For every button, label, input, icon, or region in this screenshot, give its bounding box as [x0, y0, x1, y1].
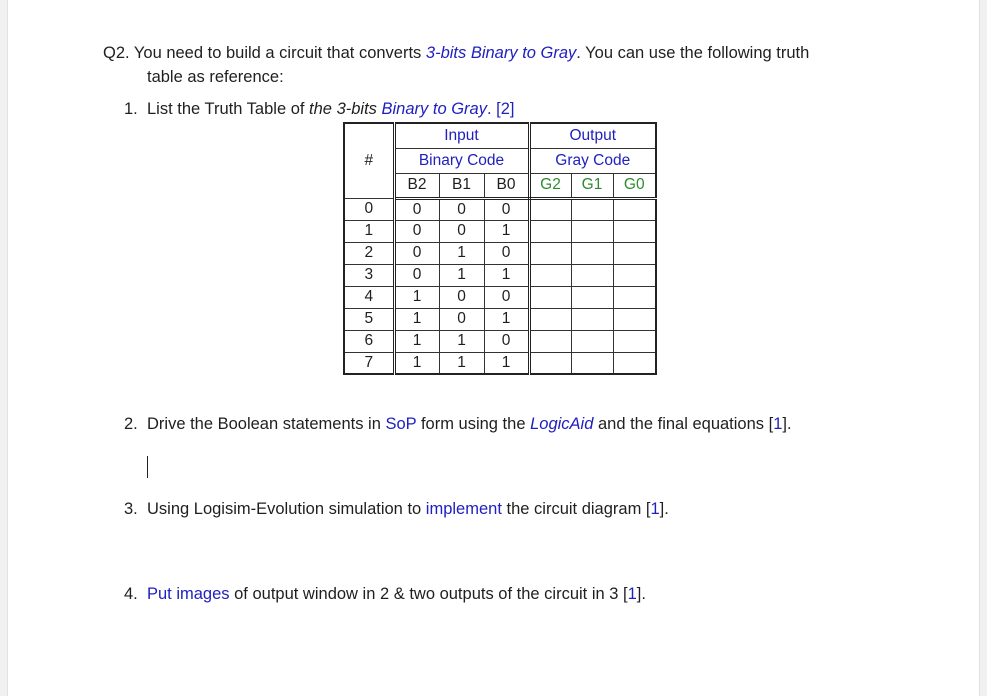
list-item-marks: 1 [650, 500, 660, 518]
list-item-text: List the Truth Table of [147, 100, 310, 118]
cell-b1: 1 [439, 264, 484, 286]
cell-g2[interactable] [529, 330, 571, 352]
table-col-g1: G1 [571, 173, 613, 198]
cell-b0: 0 [484, 198, 529, 220]
table-col-b1: B1 [439, 173, 484, 198]
table-row [344, 264, 656, 286]
list-item-highlight: implement [425, 500, 502, 518]
list-item-text: of output window in 2 & two outputs of the circuit in 3 [ [229, 585, 628, 603]
cell-g0[interactable] [613, 330, 656, 352]
row-index: 4 [344, 286, 394, 308]
cell-b2: 0 [394, 264, 439, 286]
text-cursor [147, 456, 148, 478]
cell-g2[interactable] [529, 264, 571, 286]
cell-b2: 1 [394, 308, 439, 330]
cell-g2[interactable] [529, 242, 571, 264]
cell-b1: 0 [439, 286, 484, 308]
cell-g2[interactable] [529, 352, 571, 374]
list-item-marks: . [2] [486, 100, 515, 118]
table-row [344, 330, 656, 352]
cell-g0[interactable] [613, 264, 656, 286]
list-item-text: ]. [636, 585, 646, 603]
cell-g1[interactable] [571, 198, 613, 220]
table-col-g2: G2 [529, 173, 571, 198]
table-header-input: Input [394, 123, 529, 148]
cell-g2[interactable] [529, 308, 571, 330]
list-item-text: form using the [416, 415, 531, 433]
cell-g1[interactable] [571, 220, 613, 242]
table-col-b2: B2 [394, 173, 439, 198]
list-item-text: the circuit diagram [ [501, 500, 651, 518]
truth-table [343, 122, 657, 375]
list-item-number: 1. [124, 100, 138, 118]
question-line-1 [103, 44, 809, 63]
cell-b0: 0 [484, 330, 529, 352]
cell-g0[interactable] [613, 220, 656, 242]
cell-b2: 1 [394, 352, 439, 374]
row-index: 2 [344, 242, 394, 264]
list-item-highlight: Binary to Gray [381, 100, 487, 118]
table-header-hash: # [344, 123, 394, 198]
cell-g1[interactable] [571, 308, 613, 330]
row-index: 5 [344, 308, 394, 330]
list-item-2 [124, 415, 792, 434]
list-item-highlight: LogicAid [530, 415, 594, 433]
list-item-text-italic: the 3-bits [309, 100, 382, 118]
table-header-binary-code: Binary Code [394, 148, 529, 173]
cell-g1[interactable] [571, 352, 613, 374]
list-item-highlight: SoP [385, 415, 417, 433]
cell-g1[interactable] [571, 242, 613, 264]
table-row [344, 352, 656, 374]
list-item-number: 3. [124, 500, 138, 518]
list-item-text: Using Logisim-Evolution simulation to [147, 500, 426, 518]
list-item-number: 2. [124, 415, 138, 433]
cell-b1: 1 [439, 352, 484, 374]
cell-b1: 0 [439, 220, 484, 242]
question-number: Q2. [103, 44, 130, 62]
cell-b1: 0 [439, 308, 484, 330]
cell-g0[interactable] [613, 308, 656, 330]
list-item-3 [124, 500, 669, 519]
question-text-before: You need to build a circuit that converts [133, 44, 426, 62]
list-item-marks: 1 [773, 415, 783, 433]
table-row [344, 308, 656, 330]
cell-b1: 1 [439, 330, 484, 352]
cell-g2[interactable] [529, 286, 571, 308]
cell-g1[interactable] [571, 264, 613, 286]
cell-b2: 1 [394, 330, 439, 352]
list-item-text: and the final equations [ [593, 415, 774, 433]
row-index: 0 [344, 198, 394, 220]
cell-g0[interactable] [613, 352, 656, 374]
cell-g0[interactable] [613, 198, 656, 220]
cell-b0: 0 [484, 286, 529, 308]
row-index: 6 [344, 330, 394, 352]
cell-b1: 1 [439, 242, 484, 264]
cell-b0: 1 [484, 308, 529, 330]
list-item-text: ]. [659, 500, 669, 518]
list-item-number: 4. [124, 585, 138, 603]
cell-g1[interactable] [571, 330, 613, 352]
table-row [344, 220, 656, 242]
cell-g2[interactable] [529, 220, 571, 242]
cell-b2: 1 [394, 286, 439, 308]
cell-b2: 0 [394, 198, 439, 220]
table-row [344, 198, 656, 220]
question-highlight: 3-bits Binary to Gray [425, 44, 577, 62]
cell-b2: 0 [394, 242, 439, 264]
cell-g2[interactable] [529, 198, 571, 220]
question-text-after: . You can use the following truth [576, 44, 810, 62]
table-col-b0: B0 [484, 173, 529, 198]
list-item-text: ]. [782, 415, 792, 433]
row-index: 1 [344, 220, 394, 242]
cell-g1[interactable] [571, 286, 613, 308]
table-col-g0: G0 [613, 173, 656, 198]
question-line-2: table as reference: [147, 68, 284, 86]
row-index: 7 [344, 352, 394, 374]
table-header-output: Output [529, 123, 656, 148]
cell-g0[interactable] [613, 242, 656, 264]
list-item-highlight: Put images [147, 585, 230, 603]
list-item-4 [124, 585, 646, 604]
list-item-1 [124, 100, 515, 119]
cell-b0: 0 [484, 242, 529, 264]
cell-b0: 1 [484, 220, 529, 242]
cell-b0: 1 [484, 264, 529, 286]
table-row [344, 242, 656, 264]
row-index: 3 [344, 264, 394, 286]
list-item-marks: 1 [627, 585, 637, 603]
cell-b1: 0 [439, 198, 484, 220]
cell-b2: 0 [394, 220, 439, 242]
list-item-text: Drive the Boolean statements in [147, 415, 386, 433]
cell-b0: 1 [484, 352, 529, 374]
cell-g0[interactable] [613, 286, 656, 308]
table-header-gray-code: Gray Code [529, 148, 656, 173]
table-row [344, 286, 656, 308]
